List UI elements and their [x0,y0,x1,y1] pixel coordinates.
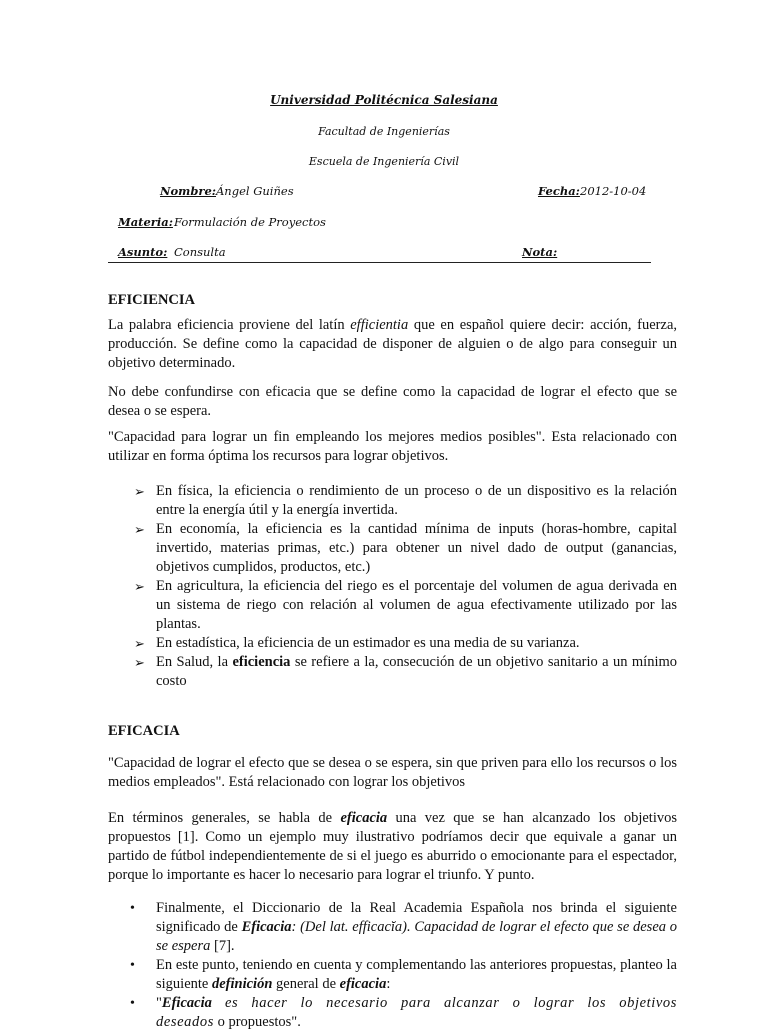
fecha-label: Fecha: [538,184,580,198]
nota-label: Nota: [522,245,558,259]
section-heading-eficiencia: EFICIENCIA [108,292,196,308]
eficiencia-paragraph-2: No debe confundirse con eficacia que se define como la capacidad de lograr el efecto que se desea o se espera. [108,384,677,419]
arrow-bullet-icon: ➢ [134,655,145,670]
arrow-bullet-icon: ➢ [134,484,145,499]
university-title: Universidad Politécnica Salesiana [270,93,498,107]
eficiencia-paragraph-1: La palabra eficiencia proviene del latín efficientia que en español quiere decir: acción, fuerza, producción. Se define como la capacidad de disponer de alguien o de algo para conseguir un objetivo determinado. [108,317,678,371]
eficacia-list [108,899,677,1032]
asunto-label: Asunto: [118,245,168,259]
eficiencia-list [108,482,677,691]
nombre-label: Nombre: [160,184,217,198]
list-item: ➢ En estadística, la eficiencia de un estimador es una media de su varianza. [134,635,580,651]
arrow-bullet-icon: ➢ [134,579,145,594]
list-item: • Finalmente, el Diccionario de la Real Academia Española nos brinda el siguiente significado de Eficacia: (Del lat. efficacĭa). Capacidad de lograr el efecto que se desea o se espera [7]. [130,900,677,954]
document-body [108,290,677,1032]
dot-bullet-icon: • [130,996,135,1011]
arrow-bullet-icon: ➢ [134,522,145,537]
header-divider [108,262,651,263]
school-name: Escuela de Ingeniería Civil [308,155,460,168]
section-heading-eficacia: EFICACIA [108,723,180,739]
materia-value: Formulación de Proyectos [174,215,326,229]
list-item: ➢ En agricultura, la eficiencia del riego es el porcentaje del volumen de agua derivada en un sistema de riego con relación al volumen de agua efectivamente utilizado por las plantas. [134,578,677,632]
list-item: • "Eficacia es hacer lo necesario para alcanzar o lograr los objetivos deseados o propuestos". [130,995,677,1030]
list-item: ➢ En física, la eficiencia o rendimiento de un proceso o de un dispositivo es la relación entre la energía útil y la energía invertida. [134,483,677,518]
dot-bullet-icon: • [130,901,135,916]
nombre-value: Ángel Guiñes [216,184,294,198]
list-item: • En este punto, teniendo en cuenta y complementando las anteriores propuestas, planteo la siguiente definición general de eficacia: [130,957,677,992]
eficacia-paragraph-2: En términos generales, se habla de eficacia una vez que se han alcanzado los objetivos propuestos [1]. Como un ejemplo muy ilustrativo podríamos decir que equivale a ganar un partido de fútbol independientemente de si el juego es aburrido o emocionante para el espectador, porque lo importante es hacer lo necesario para lograr el triunfo. Y punto. [108,810,677,883]
list-item: ➢ En Salud, la eficiencia se refiere a la, consecución de un objetivo sanitario a un mínimo costo [134,654,677,689]
materia-label: Materia: [118,215,173,229]
asunto-value: Consulta [174,245,226,259]
eficacia-paragraph-1: "Capacidad de lograr el efecto que se desea o se espera, sin que priven para ello los recursos o los medios empleados". Está relacionado con lograr los objetivos [108,755,677,790]
fecha-value: 2012-10-04 [580,184,647,198]
list-item: ➢ En economía, la eficiencia es la cantidad mínima de inputs (horas-hombre, capital invertido, materias primas, etc.) para obtener un nivel dado de output (ganancias, objetivos cumplidos, productos, etc.) [134,521,677,575]
eficiencia-paragraph-3: "Capacidad para lograr un fin empleando los mejores medios posibles". Esta relacionado con utilizar en forma óptima los recursos para lograr objetivos. [108,429,677,464]
dot-bullet-icon: • [130,958,135,973]
faculty-name: Facultad de Ingenierías [318,125,450,138]
arrow-bullet-icon: ➢ [134,636,145,651]
